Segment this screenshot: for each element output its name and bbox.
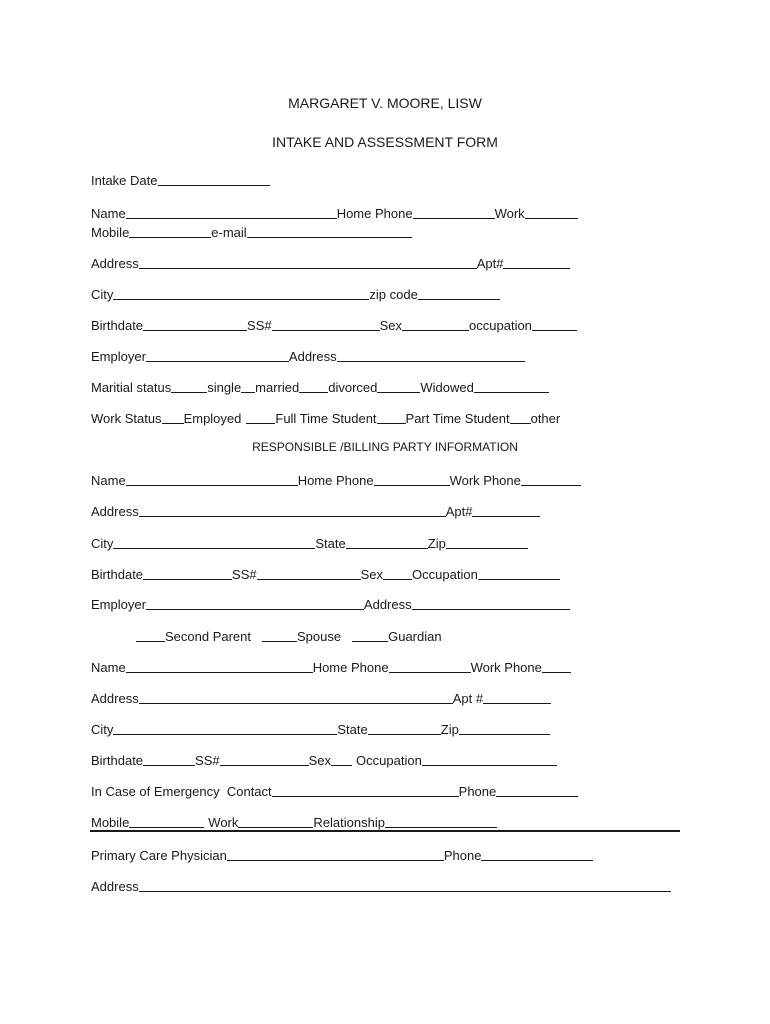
client-zip-label: zip code [369,287,418,302]
spouse-blank[interactable] [262,627,297,642]
widowed-after-blank[interactable] [474,378,549,393]
client-birthdate-blank[interactable] [143,316,247,331]
billing-apt-label: Apt# [445,504,473,519]
intake-date-blank[interactable] [158,171,270,186]
second-state-blank[interactable] [368,720,441,735]
billing-work-phone-label: Work Phone [449,473,521,488]
client-employer-blank[interactable] [146,347,289,362]
second-parent-blank[interactable] [136,627,165,642]
row-client-city [91,284,681,302]
client-apt-blank[interactable] [503,254,570,269]
row-work-status [91,408,681,426]
employed-label: Employed [183,411,242,426]
billing-address-blank[interactable] [139,502,446,517]
row-marital-status [91,377,681,395]
divorced-blank[interactable] [299,378,328,393]
row-emergency-contact [91,781,681,799]
emergency-contact-label: In Case of Emergency Contact [91,784,272,799]
billing-name-blank[interactable] [126,471,298,486]
row-client-birthdate [91,315,681,333]
practitioner-name: MARGARET V. MOORE, LISW [288,95,482,111]
billing-apt-blank[interactable] [472,502,540,517]
second-name-blank[interactable] [126,658,313,673]
client-work-label: Work [494,206,525,221]
second-city-blank[interactable] [113,720,337,735]
second-ss-label: SS# [195,753,220,768]
billing-employer-address-blank[interactable] [412,595,570,610]
billing-employer-address-label: Address [363,597,412,612]
billing-section-title: RESPONSIBLE /BILLING PARTY INFORMATION [252,440,518,454]
client-zip-blank[interactable] [418,285,500,300]
second-state-label: State [337,722,368,737]
physician-address-blank[interactable] [139,877,671,892]
work-status-label: Work Status [91,411,162,426]
full-time-student-label: Full Time Student [275,411,377,426]
row-billing-name [91,470,681,488]
row-client-address [91,253,681,271]
second-parent-label: Second Parent [165,629,252,644]
client-email-label: e-mail [211,225,247,240]
billing-address-label: Address [91,504,139,519]
billing-ss-label: SS# [232,567,257,582]
row-billing-city [91,533,681,551]
billing-home-phone-blank[interactable] [374,471,450,486]
billing-sex-blank[interactable] [383,565,412,580]
billing-birthdate-label: Birthdate [91,567,144,582]
form-title: INTAKE AND ASSESSMENT FORM [272,134,498,150]
emergency-work-label: Work [208,815,239,830]
spouse-label: Spouse [297,629,342,644]
billing-zip-label: Zip [427,536,446,551]
billing-birthdate-blank[interactable] [143,565,232,580]
single-label: single [207,380,242,395]
widowed-label: Widowed [420,380,474,395]
section-divider [90,830,680,832]
emergency-relationship-label: Relationship [313,815,385,830]
part-time-student-blank[interactable] [377,409,406,424]
row-second-city [91,719,681,737]
second-birthdate-label: Birthdate [91,753,144,768]
second-zip-blank[interactable] [459,720,550,735]
row-billing-employer [91,594,681,612]
client-email-blank[interactable] [247,223,412,238]
emergency-phone-blank[interactable] [496,782,578,797]
client-address-blank[interactable] [139,254,477,269]
client-sex-label: Sex [379,318,403,333]
row-second-birthdate [91,750,681,768]
client-birthdate-label: Birthdate [91,318,144,333]
client-home-phone-label: Home Phone [336,206,413,221]
other-blank[interactable] [510,409,531,424]
second-zip-label: Zip [440,722,459,737]
second-birthdate-blank[interactable] [143,751,195,766]
second-city-label: City [91,722,114,737]
second-occupation-blank[interactable] [422,751,557,766]
physician-address-label: Address [91,879,139,894]
billing-work-phone-blank[interactable] [521,471,581,486]
client-home-phone-blank[interactable] [413,204,495,219]
row-second-address [91,688,681,706]
client-ss-blank[interactable] [272,316,380,331]
row-emergency-mobile [91,812,681,830]
client-employer-address-label: Address [288,349,337,364]
second-address-label: Address [91,691,139,706]
second-work-phone-label: Work Phone [470,660,542,675]
married-blank[interactable] [241,378,255,393]
billing-employer-blank[interactable] [146,595,364,610]
client-mobile-label: Mobile [91,225,130,240]
client-mobile-blank[interactable] [129,223,211,238]
billing-ss-blank[interactable] [257,565,361,580]
widowed-blank[interactable] [377,378,420,393]
second-home-phone-label: Home Phone [312,660,389,675]
billing-city-blank[interactable] [113,534,315,549]
client-address-label: Address [91,256,139,271]
physician-blank[interactable] [227,846,444,861]
physician-phone-blank[interactable] [481,846,593,861]
physician-label: Primary Care Physician [91,848,227,863]
row-physician [91,845,681,863]
billing-occupation-blank[interactable] [478,565,560,580]
second-occupation-label: Occupation [356,753,422,768]
billing-city-label: City [91,536,114,551]
employed-blank[interactable] [162,409,184,424]
part-time-student-label: Part Time Student [405,411,510,426]
emergency-work-blank[interactable] [238,813,313,828]
second-ss-blank[interactable] [220,751,309,766]
emergency-phone-label: Phone [458,784,497,799]
client-name-label: Name [91,206,126,221]
full-time-student-blank[interactable] [246,409,275,424]
second-address-blank[interactable] [139,689,453,704]
second-sex-blank[interactable] [331,751,352,766]
row-billing-address [91,501,681,519]
row-billing-birthdate [91,564,681,582]
billing-state-label: State [315,536,346,551]
second-home-phone-blank[interactable] [389,658,471,673]
billing-state-blank[interactable] [346,534,428,549]
row-intake-date [91,170,681,188]
client-ss-label: SS# [247,318,272,333]
billing-name-label: Name [91,473,126,488]
guardian-label: Guardian [388,629,442,644]
emergency-contact-blank[interactable] [272,782,459,797]
billing-employer-label: Employer [91,597,146,612]
second-sex-label: Sex [308,753,332,768]
row-second-name [91,657,681,675]
row-relationship-type [136,626,726,644]
emergency-relationship-blank[interactable] [385,813,497,828]
row-client-employer [91,346,681,364]
client-employer-address-blank[interactable] [337,347,525,362]
client-name-blank[interactable] [126,204,337,219]
divorced-label: divorced [328,380,378,395]
client-city-blank[interactable] [113,285,369,300]
married-label: married [255,380,300,395]
intake-date-label: Intake Date [91,173,158,188]
client-occupation-label: occupation [469,318,532,333]
physician-phone-label: Phone [443,848,482,863]
billing-zip-blank[interactable] [446,534,528,549]
billing-sex-label: Sex [360,567,384,582]
single-blank[interactable] [171,378,207,393]
second-apt-label: Apt # [452,691,484,706]
second-name-label: Name [91,660,126,675]
row-client-name-phone [91,203,681,221]
other-label: other [530,411,561,426]
client-sex-blank[interactable] [402,316,469,331]
client-work-blank[interactable] [525,204,578,219]
second-work-phone-blank[interactable] [542,658,571,673]
second-apt-blank[interactable] [483,689,551,704]
client-employer-label: Employer [91,349,146,364]
billing-occupation-label: Occupation [412,567,478,582]
row-physician-address [91,876,681,894]
client-city-label: City [91,287,114,302]
client-occupation-blank[interactable] [532,316,577,331]
emergency-mobile-blank[interactable] [129,813,204,828]
billing-home-phone-label: Home Phone [297,473,374,488]
guardian-blank[interactable] [352,627,388,642]
row-client-mobile-email [91,222,681,240]
marital-status-label: Maritial status [91,380,172,395]
emergency-mobile-label: Mobile [91,815,130,830]
client-apt-label: Apt# [476,256,504,271]
